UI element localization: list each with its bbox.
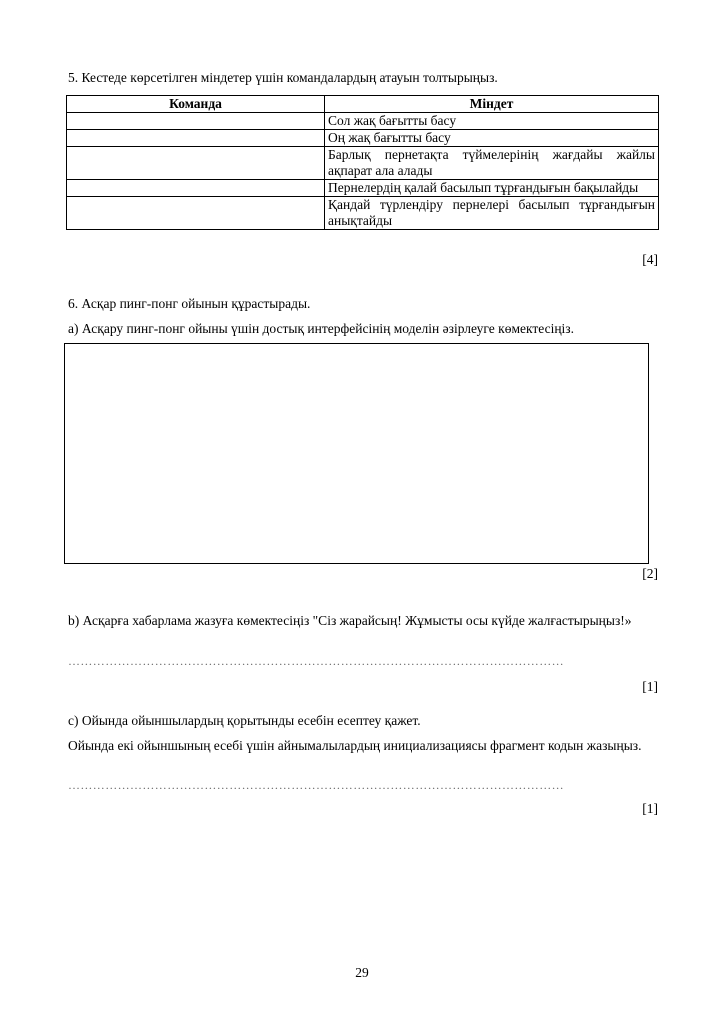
task-column-header: Міндет — [325, 96, 659, 113]
question-5-mark: [4] — [642, 252, 658, 267]
task-cell: Қандай түрлендіру пернелері басылып тұрғандығын анықтайды — [325, 197, 659, 230]
question-6c-mark: [1] — [642, 801, 658, 816]
interface-model-answer-box[interactable] — [64, 343, 649, 564]
question-6-title: 6. Асқар пинг-понг ойынын құрастырады. — [68, 296, 311, 311]
command-answer-cell[interactable] — [67, 147, 325, 180]
command-answer-cell[interactable] — [67, 130, 325, 147]
question-5-title: 5. Кестеде көрсетілген міндетер үшін командалардың атауын толтырыңыз. — [68, 70, 498, 85]
table-row — [67, 130, 659, 147]
question-6c-answer-line[interactable]: ………………………………………………………………………………………………………… — [68, 778, 564, 792]
page-number: 29 — [355, 965, 369, 980]
table-header-row — [67, 96, 659, 113]
question-6a-text: a) Асқару пинг-понг ойыны үшін достық интерфейсінің моделін әзірлеуге көмектесіңіз. — [68, 321, 575, 336]
table-row — [67, 147, 659, 180]
question-6b-mark: [1] — [642, 679, 658, 694]
question-6a-mark: [2] — [642, 566, 658, 581]
question-6c-text: c) Ойында ойыншылардың қорытынды есебін есептеу қажет. — [68, 713, 421, 728]
command-answer-cell[interactable] — [67, 197, 325, 230]
command-task-table — [66, 95, 659, 230]
task-cell: Барлық пернетақта түймелерінің жағдайы жайлы ақпарат ала алады — [325, 147, 659, 180]
task-cell: Сол жақ бағытты басу — [325, 113, 659, 130]
task-cell: Оң жақ бағытты басу — [325, 130, 659, 147]
question-6b-answer-line[interactable]: ………………………………………………………………………………………………………… — [68, 654, 564, 668]
command-answer-cell[interactable] — [67, 113, 325, 130]
question-6b-text: b) Асқарға хабарлама жазуға көмектесіңіз "Сіз жарайсың! Жұмысты осы күйде жалғастырыңыз!» — [68, 613, 632, 628]
command-answer-cell[interactable] — [67, 180, 325, 197]
task-cell: Пернелердің қалай басылып тұрғандығын бақылайды — [325, 180, 659, 197]
table-row — [67, 180, 659, 197]
table-row — [67, 113, 659, 130]
command-column-header: Команда — [67, 96, 325, 113]
question-6c-instruction: Ойында екі ойыншының есебі үшін айнымалылардың инициализациясы фрагмент кодын жазыңыз. — [68, 738, 642, 753]
table-row — [67, 197, 659, 230]
